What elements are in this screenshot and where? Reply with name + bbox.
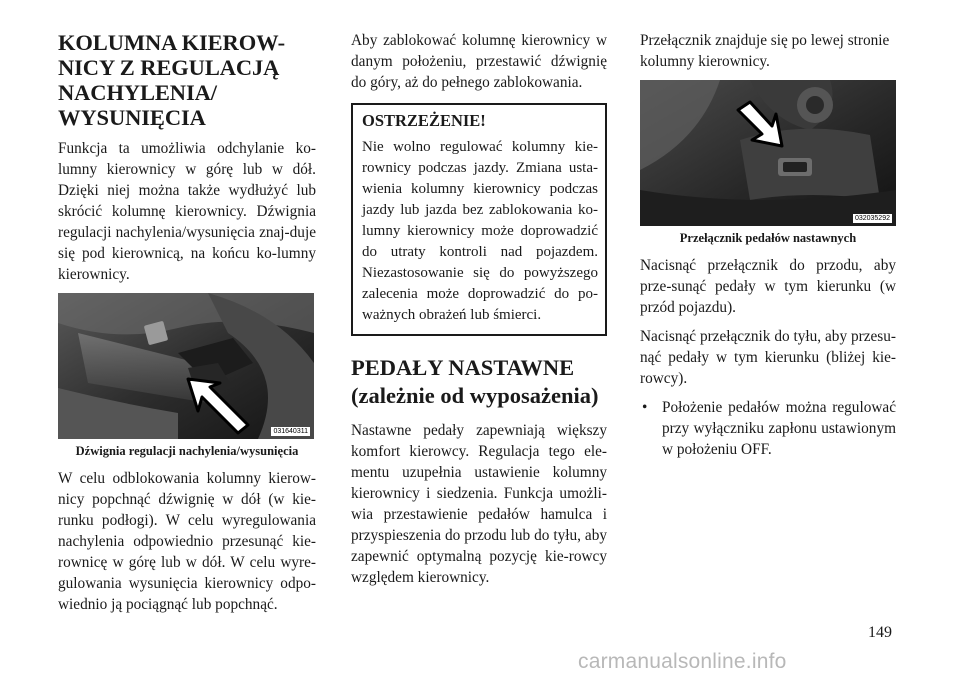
lock-paragraph: Aby zablokować kolumnę kierownicy w danym położeniu, przestawić dźwignię do góry, aż do pełnego zablokowania. bbox=[351, 32, 607, 91]
bullet-list bbox=[640, 397, 896, 460]
warning-box bbox=[351, 103, 607, 336]
section-title-steering-column: KOLUMNA KIEROW- NICY Z REGULACJĄ NACHYLENIA/ WYSUNIĘCIA bbox=[58, 30, 286, 130]
warning-text: Nie wolno regulować kolumny kie-rownicy podczas jazdy. Zmiana usta-wienia kolumny kierownicy podczas jazdy lub jazda bez zablokowania ko-lumny kierownicy może doprowadzić do utraty kontroli nad pojazdem. Niezastosowanie się do powyższego zalecenia może doprowadzić do po-ważnych obrażeń lub śmierci. bbox=[362, 139, 598, 323]
bullet-icon: • bbox=[642, 399, 648, 416]
switch-location-paragraph: Przełącznik znajduje się po lewej stronie kolumny kierownicy. bbox=[640, 32, 890, 70]
figure-code: 031640311 bbox=[273, 428, 308, 435]
list-item-text: Położenie pedałów można regulować przy wyłączniku zapłonu ustawionym w położeniu OFF. bbox=[662, 399, 896, 458]
section-title-adjustable-pedals bbox=[351, 354, 607, 410]
figure-caption: Przełącznik pedałów nastawnych bbox=[679, 231, 857, 245]
tilt-lever-photo bbox=[58, 293, 314, 439]
backward-paragraph: Nacisnąć przełącznik do tyłu, aby przesu-nąć pedały w tym kierunku (bliżej kie-rowcy). bbox=[640, 328, 896, 387]
page-number: 149 bbox=[868, 624, 892, 641]
figure-code: 032035292 bbox=[854, 215, 890, 222]
forward-paragraph: Nacisnąć przełącznik do przodu, aby prze-sunąć pedały w tym kierunku (w przód pojazdu). bbox=[640, 257, 896, 316]
list-item bbox=[640, 397, 896, 460]
intro-paragraph: Funkcja ta umożliwia odchylanie ko-lumny kierownicy w górę lub w dół. Dzięki niej można także wydłużyć lub skrócić kolumnę kierownicy. Dźwignia regulacji nachylenia/wysunięcia znaj-duje się pod kierownicą, na końcu ko-lumny kierownicy. bbox=[58, 140, 316, 283]
column-middle bbox=[351, 30, 607, 596]
unlock-paragraph: W celu odblokowania kolumny kierow-nicy popchnąć dźwignię w dół (w kie-runku podłogi). W celu wyregulowania nachylenia odpowiednio przesunąć kie-rownicę w górę lub w dół. W celu wyre-gulowania wysunięcia kierownicy odpo-wiednio ją pociągnąć lub popchnąć. bbox=[58, 470, 316, 613]
section-title-line2: (zależnie od wyposażenia) bbox=[351, 383, 599, 408]
warning-title: OSTRZEŻENIE! bbox=[362, 111, 486, 130]
pedal-switch-photo bbox=[640, 80, 896, 226]
watermark: carmanualsonline.info bbox=[578, 650, 787, 673]
figure-tilt-lever bbox=[58, 293, 314, 439]
figure-pedal-switch bbox=[640, 80, 896, 226]
column-left bbox=[58, 30, 316, 623]
figure-caption: Dźwignia regulacji nachylenia/wysunięcia bbox=[75, 444, 299, 458]
pedals-paragraph: Nastawne pedały zapewniają większy komfort kierowcy. Regulacja tego ele-mentu uzupełnia ustawienie kolumny kierownicy i siedzenia. Funkcja umożli-wia przestawienie pedałów hamulca i przyspieszenia do przodu lub do tyłu, aby zapewnić optymalną pozycję kie-rowcy względem kierownicy. bbox=[351, 422, 607, 586]
column-right bbox=[640, 30, 896, 460]
section-title-line1: PEDAŁY NASTAWNE bbox=[351, 355, 575, 380]
